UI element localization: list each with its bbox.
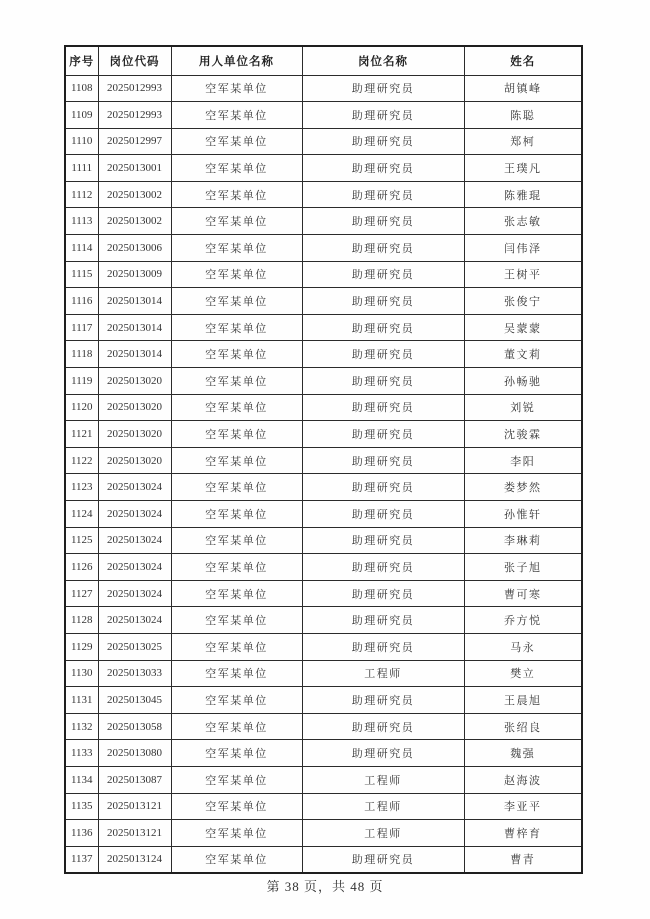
table-cell: 2025013009 — [98, 261, 171, 288]
table-cell: 1134 — [65, 766, 98, 793]
table-cell: 空军某单位 — [171, 368, 302, 395]
table-cell: 2025013121 — [98, 820, 171, 847]
table-cell: 1125 — [65, 527, 98, 554]
table-cell: 王树平 — [464, 261, 582, 288]
table-cell: 1127 — [65, 580, 98, 607]
table-cell: 空军某单位 — [171, 846, 302, 873]
table-cell: 曹可寒 — [464, 580, 582, 607]
table-row — [65, 501, 582, 528]
table-cell: 空军某单位 — [171, 421, 302, 448]
table-cell: 2025013020 — [98, 394, 171, 421]
column-header: 岗位名称 — [302, 46, 464, 75]
table-row — [65, 261, 582, 288]
table-cell: 空军某单位 — [171, 288, 302, 315]
table-cell: 2025013020 — [98, 368, 171, 395]
table-cell: 1124 — [65, 501, 98, 528]
table-cell: 2025013014 — [98, 314, 171, 341]
table-cell: 2025012993 — [98, 75, 171, 102]
table-row — [65, 820, 582, 847]
table-cell: 助理研究员 — [302, 181, 464, 208]
table-cell: 孙惟轩 — [464, 501, 582, 528]
table-cell: 助理研究员 — [302, 341, 464, 368]
table-cell: 张俊宁 — [464, 288, 582, 315]
table-cell: 助理研究员 — [302, 474, 464, 501]
table-cell: 郑柯 — [464, 128, 582, 155]
table-cell: 空军某单位 — [171, 155, 302, 182]
table-cell: 吴蒙蒙 — [464, 314, 582, 341]
table-cell: 1115 — [65, 261, 98, 288]
table-cell: 李琳莉 — [464, 527, 582, 554]
table-cell: 1117 — [65, 314, 98, 341]
table-cell: 助理研究员 — [302, 501, 464, 528]
table-cell: 1136 — [65, 820, 98, 847]
table-cell: 2025013080 — [98, 740, 171, 767]
table-row — [65, 846, 582, 873]
table-cell: 空军某单位 — [171, 527, 302, 554]
table-cell: 1120 — [65, 394, 98, 421]
table-cell: 空军某单位 — [171, 128, 302, 155]
column-header: 序号 — [65, 46, 98, 75]
table-cell: 1108 — [65, 75, 98, 102]
table-cell: 助理研究员 — [302, 447, 464, 474]
table-cell: 闫伟泽 — [464, 235, 582, 262]
table-cell: 空军某单位 — [171, 181, 302, 208]
table-cell: 2025012997 — [98, 128, 171, 155]
table-cell: 2025013024 — [98, 474, 171, 501]
column-header: 岗位代码 — [98, 46, 171, 75]
table-cell: 1133 — [65, 740, 98, 767]
table-cell: 1113 — [65, 208, 98, 235]
table-cell: 2025013002 — [98, 181, 171, 208]
table-cell: 李阳 — [464, 447, 582, 474]
table-row — [65, 474, 582, 501]
table-cell: 1128 — [65, 607, 98, 634]
table-row — [65, 235, 582, 262]
table-cell: 工程师 — [302, 766, 464, 793]
table-row — [65, 447, 582, 474]
table-row — [65, 554, 582, 581]
table-cell: 乔方悦 — [464, 607, 582, 634]
table-row — [65, 208, 582, 235]
table-cell: 1118 — [65, 341, 98, 368]
table-cell: 助理研究员 — [302, 740, 464, 767]
table-cell: 助理研究员 — [302, 607, 464, 634]
table-cell: 刘锐 — [464, 394, 582, 421]
table-cell: 1135 — [65, 793, 98, 820]
table-cell: 马永 — [464, 633, 582, 660]
table-cell: 2025013121 — [98, 793, 171, 820]
table-row — [65, 687, 582, 714]
table-row — [65, 314, 582, 341]
table-cell: 陈聪 — [464, 102, 582, 129]
table-cell: 陈雅琨 — [464, 181, 582, 208]
column-header: 姓名 — [464, 46, 582, 75]
table-cell: 1123 — [65, 474, 98, 501]
table-cell: 李亚平 — [464, 793, 582, 820]
table-cell: 2025013024 — [98, 527, 171, 554]
table-cell: 空军某单位 — [171, 793, 302, 820]
table-cell: 1126 — [65, 554, 98, 581]
table-row — [65, 394, 582, 421]
table-cell: 助理研究员 — [302, 208, 464, 235]
table-row — [65, 660, 582, 687]
table-cell: 魏强 — [464, 740, 582, 767]
table-cell: 助理研究员 — [302, 687, 464, 714]
table-cell: 空军某单位 — [171, 501, 302, 528]
table-row — [65, 633, 582, 660]
table-cell: 空军某单位 — [171, 740, 302, 767]
table-row — [65, 181, 582, 208]
table-cell: 1121 — [65, 421, 98, 448]
table-cell: 工程师 — [302, 820, 464, 847]
table-cell: 空军某单位 — [171, 341, 302, 368]
table-cell: 助理研究员 — [302, 554, 464, 581]
table-cell: 助理研究员 — [302, 846, 464, 873]
table-cell: 2025013001 — [98, 155, 171, 182]
table-cell: 2025013002 — [98, 208, 171, 235]
table-cell: 2025013020 — [98, 447, 171, 474]
table-cell: 娄梦然 — [464, 474, 582, 501]
table-cell: 空军某单位 — [171, 687, 302, 714]
table-cell: 空军某单位 — [171, 394, 302, 421]
table-row — [65, 766, 582, 793]
table-cell: 助理研究员 — [302, 527, 464, 554]
table-cell: 2025013024 — [98, 501, 171, 528]
table-cell: 空军某单位 — [171, 235, 302, 262]
table-cell: 空军某单位 — [171, 580, 302, 607]
table-cell: 空军某单位 — [171, 820, 302, 847]
table-cell: 1112 — [65, 181, 98, 208]
table-row — [65, 75, 582, 102]
table-row — [65, 713, 582, 740]
table-cell: 2025013014 — [98, 288, 171, 315]
position-roster-table — [64, 45, 583, 874]
table-cell: 2025013025 — [98, 633, 171, 660]
table-row — [65, 421, 582, 448]
table-cell: 1116 — [65, 288, 98, 315]
table-cell: 空军某单位 — [171, 208, 302, 235]
table-cell: 助理研究员 — [302, 633, 464, 660]
table-row — [65, 341, 582, 368]
table-cell: 2025013014 — [98, 341, 171, 368]
table-cell: 2025013024 — [98, 607, 171, 634]
table-cell: 助理研究员 — [302, 394, 464, 421]
table-cell: 空军某单位 — [171, 607, 302, 634]
column-header: 用人单位名称 — [171, 46, 302, 75]
table-cell: 空军某单位 — [171, 447, 302, 474]
table-cell: 空军某单位 — [171, 713, 302, 740]
table-cell: 空军某单位 — [171, 660, 302, 687]
table-cell: 1114 — [65, 235, 98, 262]
table-cell: 助理研究员 — [302, 235, 464, 262]
table-cell: 樊立 — [464, 660, 582, 687]
table-cell: 2025013024 — [98, 580, 171, 607]
table-cell: 2025013020 — [98, 421, 171, 448]
table-cell: 工程师 — [302, 660, 464, 687]
table-cell: 助理研究员 — [302, 368, 464, 395]
table-cell: 助理研究员 — [302, 155, 464, 182]
page-number-footer: 第 38 页，共 48 页 — [266, 879, 384, 894]
table-cell: 空军某单位 — [171, 766, 302, 793]
table-cell: 2025013058 — [98, 713, 171, 740]
table-row — [65, 580, 582, 607]
table-cell: 助理研究员 — [302, 580, 464, 607]
table-cell: 张子旭 — [464, 554, 582, 581]
table-cell: 张绍良 — [464, 713, 582, 740]
table-cell: 助理研究员 — [302, 128, 464, 155]
table-cell: 空军某单位 — [171, 633, 302, 660]
table-cell: 助理研究员 — [302, 713, 464, 740]
table-row — [65, 607, 582, 634]
table-row — [65, 793, 582, 820]
table-cell: 1122 — [65, 447, 98, 474]
table-row — [65, 740, 582, 767]
table-cell: 1110 — [65, 128, 98, 155]
table-cell: 空军某单位 — [171, 314, 302, 341]
table-row — [65, 288, 582, 315]
table-cell: 空军某单位 — [171, 554, 302, 581]
table-cell: 助理研究员 — [302, 75, 464, 102]
table-cell: 2025013024 — [98, 554, 171, 581]
table-cell: 空军某单位 — [171, 75, 302, 102]
table-cell: 助理研究员 — [302, 102, 464, 129]
table-cell: 2025013087 — [98, 766, 171, 793]
table-cell: 2025013033 — [98, 660, 171, 687]
table-cell: 2025013045 — [98, 687, 171, 714]
table-row — [65, 102, 582, 129]
table-cell: 曹梓育 — [464, 820, 582, 847]
table-cell: 孙畅驰 — [464, 368, 582, 395]
table-cell: 2025013124 — [98, 846, 171, 873]
table-cell: 1111 — [65, 155, 98, 182]
table-cell: 王晨旭 — [464, 687, 582, 714]
table-cell: 2025013006 — [98, 235, 171, 262]
table-cell: 1137 — [65, 846, 98, 873]
table-cell: 张志敏 — [464, 208, 582, 235]
header-row — [65, 46, 582, 75]
table-cell: 1131 — [65, 687, 98, 714]
table-cell: 赵海波 — [464, 766, 582, 793]
table-cell: 沈骏霖 — [464, 421, 582, 448]
table-cell: 空军某单位 — [171, 102, 302, 129]
table-cell: 助理研究员 — [302, 314, 464, 341]
table-cell: 1129 — [65, 633, 98, 660]
table-cell: 助理研究员 — [302, 421, 464, 448]
table-cell: 1109 — [65, 102, 98, 129]
table-row — [65, 527, 582, 554]
table-cell: 曹青 — [464, 846, 582, 873]
table-cell: 助理研究员 — [302, 261, 464, 288]
table-row — [65, 128, 582, 155]
table-cell: 空军某单位 — [171, 261, 302, 288]
table-cell: 空军某单位 — [171, 474, 302, 501]
table-body — [65, 75, 582, 873]
table-cell: 胡镇峰 — [464, 75, 582, 102]
table-cell: 助理研究员 — [302, 288, 464, 315]
table-cell: 1132 — [65, 713, 98, 740]
table-cell: 工程师 — [302, 793, 464, 820]
table-cell: 1130 — [65, 660, 98, 687]
table-row — [65, 155, 582, 182]
table-cell: 董文莉 — [464, 341, 582, 368]
table-cell: 2025012993 — [98, 102, 171, 129]
table-row — [65, 368, 582, 395]
table-cell: 1119 — [65, 368, 98, 395]
table-cell: 王璞凡 — [464, 155, 582, 182]
